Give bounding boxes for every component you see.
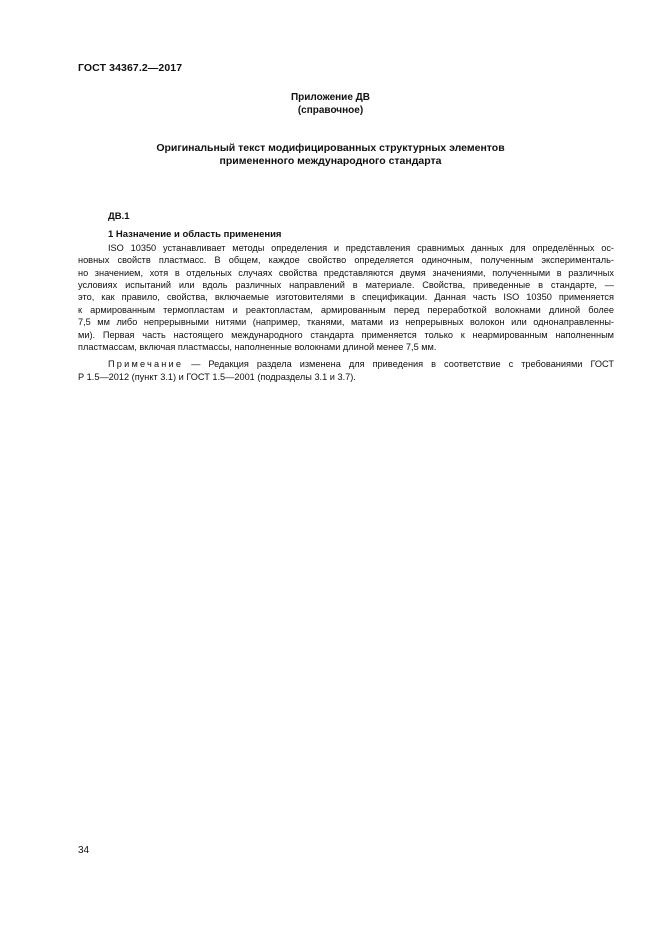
note-text: — Редакция раздела изменена для приведения в соответствие с требованиями ГОСТ xyxy=(183,359,614,370)
annex-heading xyxy=(0,91,661,117)
paragraph-line: ISO 10350 устанавливает методы определения и представления сравнимых данных для определённых ос- xyxy=(108,242,614,253)
section-number: ДВ.1 xyxy=(108,211,130,222)
section-dv1 xyxy=(78,211,614,383)
paragraph-line: условиях испытаний или вдоль различных направлений в материале. Свойства, приведенные в стандарте, — xyxy=(78,280,614,291)
note-label: Примечание xyxy=(108,359,184,370)
note-line1 xyxy=(78,358,614,370)
document-title xyxy=(0,142,661,168)
paragraph-line: новных свойств пластмасс. В общем, каждое свойство определяется одиночным, полученным эксперименталь- xyxy=(78,255,614,266)
standard-header: ГОСТ 34367.2—2017 xyxy=(78,62,183,74)
paragraph-line: это, как правило, свойства, включаемые изготовителями в спецификации. Данная часть ISO 10350 применяется xyxy=(78,292,614,303)
paragraph-line: но значением, хотя в отдельных случаях свойства представляются двумя значениями, полученными в различных xyxy=(78,267,614,278)
section-heading: 1 Назначение и область применения xyxy=(108,229,282,241)
section-paragraph xyxy=(78,242,614,354)
document-title-line1: Оригинальный текст модифицированных структурных элементов xyxy=(156,142,505,154)
document-title-line2: примененного международного стандарта xyxy=(219,155,442,167)
annex-subtitle: (справочное) xyxy=(297,105,364,116)
paragraph-line: 7,5 мм либо непрерывными нитями (например, тканями, матами из непрерывных волокон или однонаправленны- xyxy=(78,317,614,328)
annex-title: Приложение ДВ xyxy=(290,92,371,103)
paragraph-line: к армированным термопластам и реактопластам, армированным перед переработкой волокнами длиной более xyxy=(78,304,614,315)
paragraph-line: ми). Первая часть настоящего международного стандарта применяется только к неармированным наполненным xyxy=(78,329,614,340)
paragraph-line: пластмассам, включая пластмассы, наполненные волокнами длиной менее 7,5 мм. xyxy=(78,342,437,353)
note-line2: Р 1.5—2012 (пункт 3.1) и ГОСТ 1.5—2001 (подразделы 3.1 и 3.7). xyxy=(78,371,356,382)
note xyxy=(78,358,614,383)
page-number: 34 xyxy=(78,845,90,856)
